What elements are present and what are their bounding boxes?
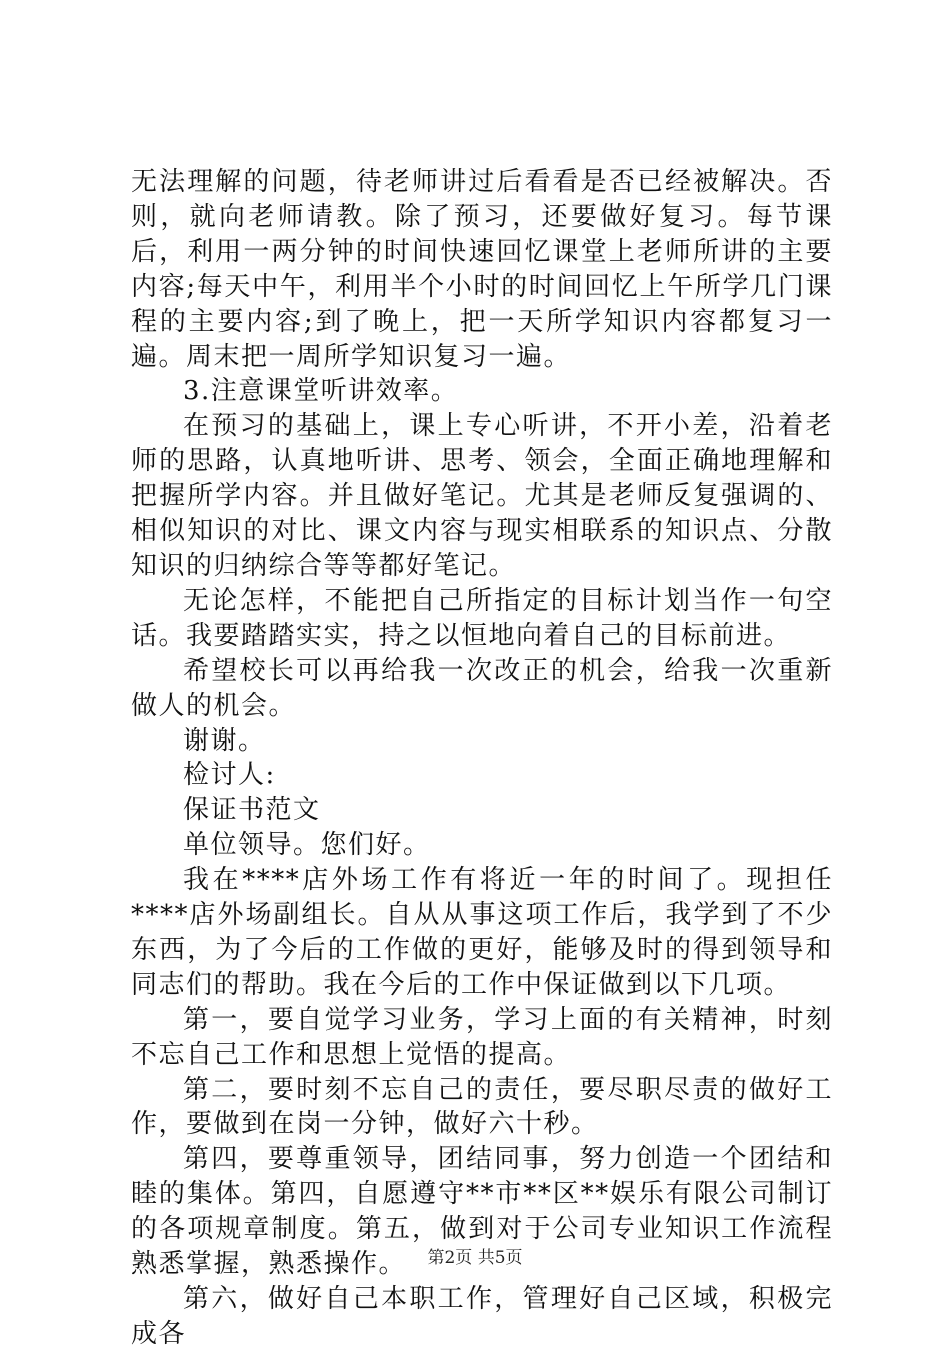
paragraph: 在预习的基础上，课上专心听讲，不开小差，沿着老师的思路，认真地听讲、思考、领会，全面正确地理解和把握所学内容。并且做好笔记。尤其是老师反复强调的、相似知识的对比、课文内容与现实相联系的知识点、分散知识的归纳综合等等都好笔记。 [131,411,833,581]
paragraph: 无法理解的问题，待老师讲过后看看是否已经被解决。否则，就向老师请教。除了预习，还要做好复习。每节课后，利用一两分钟的时间快速回忆课堂上老师所讲的主要内容;每天中午，利用半个小时的时间回忆上午所学几门课程的主要内容;到了晚上，把一天所学知识内容都复习一遍。周末把一周所学知识复习一遍。 [131,167,833,372]
paragraph: 第四，要尊重领导，团结同事，努力创造一个团结和睦的集体。第四，自愿遵守**市**区**娱乐有限公司制订的各项规章制度。第五，做到对于公司专业知识工作流程熟悉掌握，熟悉操作。 [131,1144,833,1280]
paragraph: 谢谢。 [183,725,266,756]
page-number-footer: 第2页 共5页 [427,1248,523,1268]
document-body [131,165,833,1352]
paragraph: 第六，做好自己本职工作，管理好自己区域，积极完成各 [131,1284,833,1349]
signature-line: 检讨人: [183,760,276,791]
paragraph-heading: 3.注意课堂听讲效率。 [183,376,459,407]
salutation: 单位领导。您们好。 [183,830,431,861]
paragraph: 第二，要时刻不忘自己的责任，要尽职尽责的做好工作，要做到在岗一分钟，做好六十秒。 [131,1074,833,1140]
paragraph: 希望校长可以再给我一次改正的机会，给我一次重新做人的机会。 [131,655,833,721]
paragraph: 第一，要自觉学习业务，学习上面的有关精神，时刻不忘自己工作和思想上觉悟的提高。 [131,1004,833,1070]
section-title: 保证书范文 [183,795,321,826]
paragraph: 我在****店外场工作有将近一年的时间了。现担任****店外场副组长。自从从事这项工作后，我学到了不少东西，为了今后的工作做的更好，能够及时的得到领导和同志们的帮助。我在今后的工作中保证做到以下几项。 [131,865,833,1000]
paragraph: 无论怎样，不能把自己所指定的目标计划当作一句空话。我要踏踏实实，持之以恒地向着自己的目标前进。 [131,585,833,651]
